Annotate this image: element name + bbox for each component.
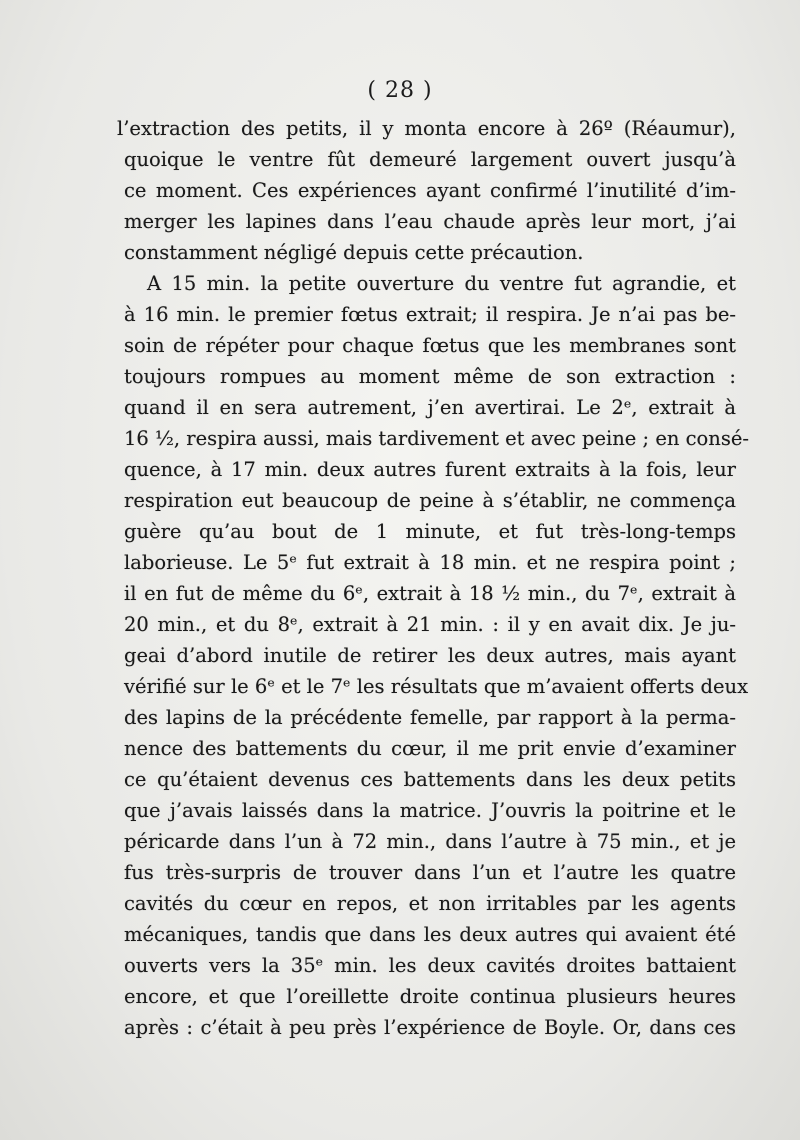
text-line: quence, à 17 min. deux autres furent extraits à la fois, leur — [124, 458, 736, 481]
text-line: fus très-surpris de trouver dans l’un et l’autre les quatre — [124, 861, 736, 884]
text-line: laborieuse. Le 5ᵉ fut extrait à 18 min. et ne respira point ; — [124, 551, 736, 574]
text-line: 20 min., et du 8ᵉ, extrait à 21 min. : il y en avait dix. Je ju- — [124, 613, 736, 636]
text-line: péricarde dans l’un à 72 min., dans l’autre à 75 min., et je — [124, 830, 736, 853]
text-line: ce qu’étaient devenus ces battements dans les deux petits — [124, 768, 736, 791]
text-line: à 16 min. le premier fœtus extrait; il respira. Je n’ai pas be- — [124, 303, 736, 326]
text-line: mécaniques, tandis que dans les deux autres qui avaient été — [124, 923, 736, 946]
text-line: ouverts vers la 35ᵉ min. les deux cavités droites battaient — [124, 954, 736, 977]
text-line: geai d’abord inutile de retirer les deux autres, mais ayant — [124, 644, 736, 667]
text-line: cavités du cœur en repos, et non irritables par les agents — [124, 892, 736, 915]
page-number: ( 28 ) — [367, 78, 433, 103]
text-line: il en fut de même du 6ᵉ, extrait à 18 ½ min., du 7ᵉ, extrait à — [124, 582, 736, 605]
text-line: A 15 min. la petite ouverture du ventre fut agrandie, et — [147, 272, 736, 295]
text-line: quand il en sera autrement, j’en avertirai. Le 2ᵉ, extrait à — [124, 396, 736, 419]
text-line: encore, et que l’oreillette droite continua plusieurs heures — [124, 985, 736, 1008]
text-line: vérifié sur le 6ᵉ et le 7ᵉ les résultats que m’avaient offerts deux — [124, 675, 749, 698]
text-line: des lapins de la précédente femelle, par rapport à la perma- — [124, 706, 736, 729]
text-line: après : c’était à peu près l’expérience de Boyle. Or, dans ces — [124, 1016, 736, 1039]
text-line: l’extraction des petits, il y monta encore à 26º (Réaumur), — [117, 117, 736, 140]
text-line: ce moment. Ces expériences ayant confirmé l’inutilité d’im- — [124, 179, 736, 202]
text-line: 16 ½, respira aussi, mais tardivement et avec peine ; en consé- — [124, 427, 749, 450]
text-line: soin de répéter pour chaque fœtus que les membranes sont — [124, 334, 736, 357]
text-line: toujours rompues au moment même de son extraction : — [124, 365, 736, 388]
text-line: guère qu’au bout de 1 minute, et fut très-long-temps — [124, 520, 736, 543]
text-line: constamment négligé depuis cette précaution. — [124, 241, 584, 264]
text-line: que j’avais laissés dans la matrice. J’ouvris la poitrine et le — [124, 799, 736, 822]
text-line: merger les lapines dans l’eau chaude après leur mort, j’ai — [124, 210, 736, 233]
text-line: quoique le ventre fût demeuré largement ouvert jusqu’à — [124, 148, 736, 171]
text-line: respiration eut beaucoup de peine à s’établir, ne commença — [124, 489, 736, 512]
text-line: nence des battements du cœur, il me prit envie d’examiner — [124, 737, 736, 760]
